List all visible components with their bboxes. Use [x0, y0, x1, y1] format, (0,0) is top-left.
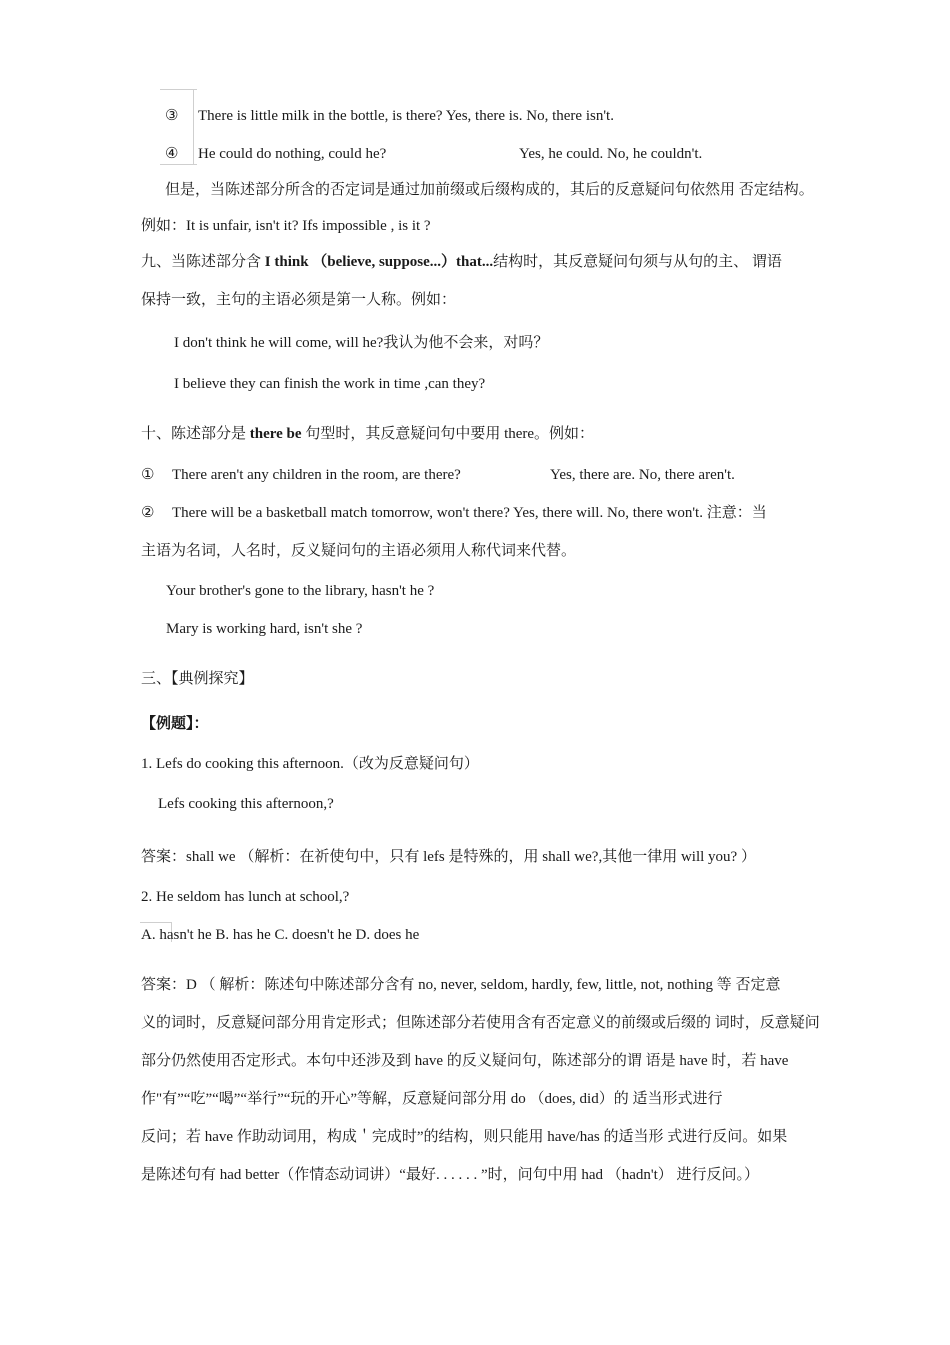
example-sentence: I believe they can finish the work in time ,can they? [174, 376, 486, 392]
answer-2-line: 义的词时，反意疑问部分用肯定形式；但陈述部分若使用含有否定意义的前缀或后缀的 词时，反意疑问 [141, 1015, 820, 1031]
list-item-4 [165, 144, 865, 164]
list-marker: ③ [165, 108, 179, 124]
answer-2-line: 部分仍然使用否定形式。本句中还涉及到 have 的反义疑问句，陈述部分的谓 语是 have 时，若 have [141, 1053, 789, 1069]
example-sentence: Your brother's gone to the library, hasn't he ? [166, 583, 435, 599]
example-sentence: I don't think he will come, will he?我认为他不会来，对吗？ [174, 335, 549, 351]
answer-2-line: 反问；若 have 作助动词用，构成＇完成时”的结构，则只能用 have/has 的适当形 式进行反问。如果 [141, 1129, 788, 1145]
example-sentence: There is little milk in the bottle, is there? Yes, there is. No, there isn't. [198, 108, 614, 124]
answer-2-line: 答案：D （ 解析：陈述句中陈述部分含有 no, never, seldom, hardly, few, little, not, nothing 等 否定意 [141, 977, 781, 993]
example-sentence: He could do nothing, could he? [198, 146, 387, 162]
question-1-prompt: Lefs cooking this afternoon,? [158, 796, 334, 812]
question-1: 1. Lefs do cooking this afternoon.（改为反意疑问句） [141, 756, 479, 772]
answer-2-line: 作"有”“吃”“喝”“举行”“玩的开心”等解，反意疑问部分用 do （does, did）的 适当形式进行 [141, 1091, 723, 1107]
answer-2-line: 是陈述句有 had better（作情态动词讲）“最好. . . . . . ”时，问句中用 had （hadn't） 进行反问。） [141, 1167, 760, 1183]
list-item-3 [165, 106, 614, 126]
table-border [160, 89, 197, 90]
paragraph: 保持一致，主句的主语必须是第一人称。例如： [141, 292, 457, 308]
example-heading: 【例题】： [141, 716, 209, 732]
paragraph: 例如：It is unfair, isn't it? Ifs impossible , is it ? [141, 218, 431, 234]
list-item-1 [141, 465, 841, 485]
list-item-2 [141, 503, 767, 523]
question-2: 2. He seldom has lunch at school,? [141, 889, 350, 905]
example-answer: Yes, there are. No, there aren't. [550, 467, 735, 483]
paragraph: 但是，当陈述部分所含的否定词是通过加前缀或后缀构成的，其后的反意疑问句依然用 否定结构。 [165, 182, 814, 198]
list-marker: ④ [165, 146, 179, 162]
table-border [160, 164, 197, 165]
section-heading-9: 九、当陈述部分含 I think （believe, suppose...）that...结构时，其反意疑问句须与从句的主、 谓语 [141, 254, 782, 270]
table-border [140, 922, 172, 923]
example-sentence: There aren't any children in the room, are there? [172, 467, 461, 483]
section-heading-3: 三、【典例探究】 [141, 671, 254, 687]
list-marker: ① [141, 467, 155, 483]
section-heading-10: 十、陈述部分是 there be 句型时，其反意疑问句中要用 there。例如： [141, 426, 595, 442]
paragraph: 主语为名词，人名时，反义疑问句的主语必须用人称代词来代替。 [141, 543, 577, 559]
answer-1: 答案：shall we （解析：在祈使句中，只有 lefs 是特殊的，用 shall we?,其他一律用 will you? ） [141, 849, 756, 865]
question-2-options: A. hasn't he B. has he C. doesn't he D. does he [141, 927, 420, 943]
example-sentence: There will be a basketball match tomorrow, won't there? Yes, there will. No, there won't. 注意：当 [172, 505, 767, 521]
example-answer: Yes, he could. No, he couldn't. [519, 146, 703, 162]
list-marker: ② [141, 505, 155, 521]
example-sentence: Mary is working hard, isn't she ? [166, 621, 363, 637]
